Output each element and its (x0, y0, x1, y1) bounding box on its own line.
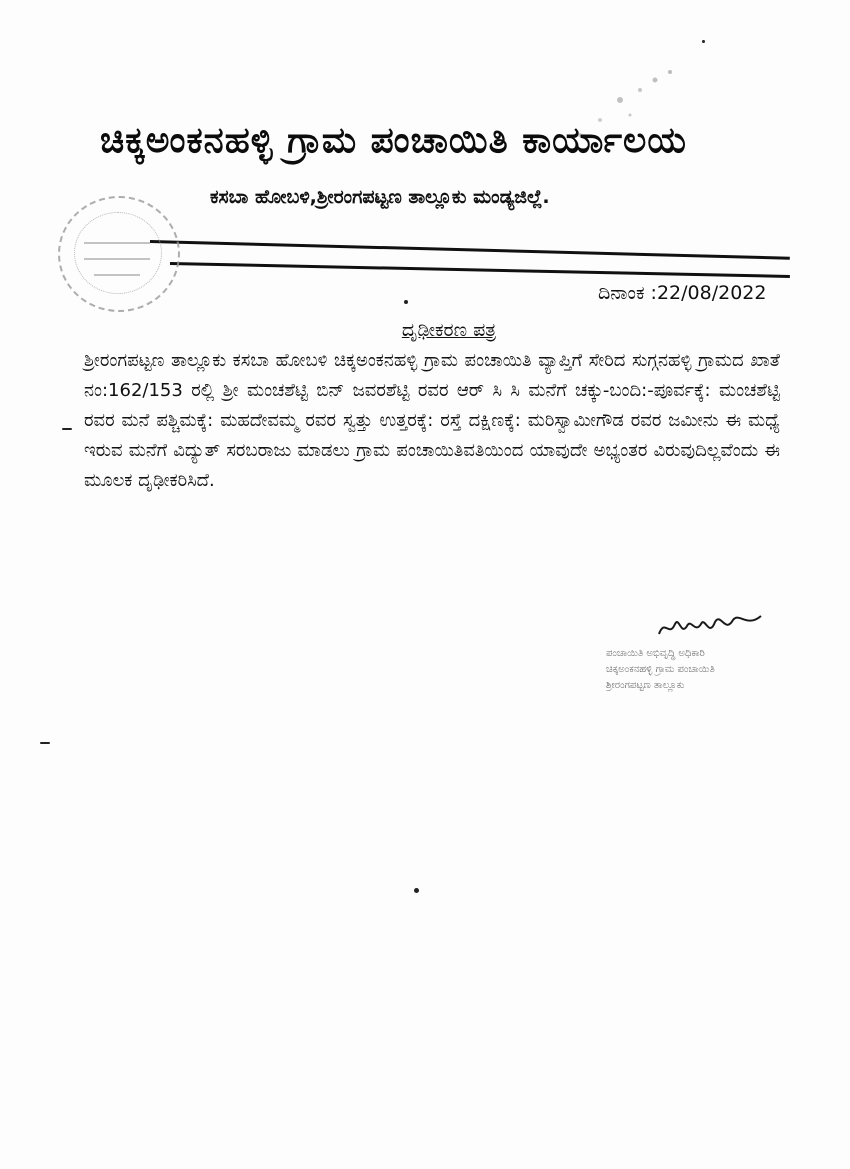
scan-speck (404, 300, 408, 304)
scan-speck (62, 428, 72, 430)
scan-speck (414, 888, 419, 893)
scan-speck (702, 40, 705, 43)
signature-stamp-line: ಶ್ರೀರಂಗಪಟ್ಟಣ ತಾಲ್ಲೂಕು (606, 680, 685, 691)
seal-line (84, 258, 150, 260)
signature-stamp-line: ಚಿಕ್ಕಅಂಕನಹಳ್ಳಿ ಗ್ರಾಮ ಪಂಚಾಯಿತಿ (606, 664, 715, 675)
document-subject: ದೃಢೀಕರಣ ಪತ್ರ (401, 319, 497, 341)
document-date: ದಿನಾಂಕ :22/08/2022 (598, 282, 767, 304)
office-address: ಕಸಬಾ ಹೋಬಳಿ,ಶ್ರೀರಂಗಪಟ್ಟಣ ತಾಲ್ಲೂಕು ಮಂಡ್ಯಜಿಲ್ಲೆ. (210, 186, 550, 208)
office-title: ಚಿಕ್ಕಅಂಕನಹಳ್ಳಿ ಗ್ರಾಮ ಪಂಚಾಯಿತಿ ಕಾರ್ಯಾಲಯ (100, 120, 687, 161)
signature-scribble (655, 608, 765, 644)
seal-line (94, 274, 140, 276)
scan-speck (40, 742, 50, 744)
seal-inner-ring (74, 212, 162, 294)
header-rule-top (150, 240, 790, 260)
signature-stamp-line: ಪಂಚಾಯಿತಿ ಅಭಿವೃದ್ಧಿ ಅಧಿಕಾರಿ (606, 648, 705, 659)
header-rule-bottom (170, 262, 790, 278)
signature-stamp (606, 646, 806, 694)
certificate-body: ಶ್ರೀರಂಗಪಟ್ಟಣ ತಾಲ್ಲೂಕು ಕಸಬಾ ಹೋಬಳಿ ಚಿಕ್ಕಅಂಕನಹಳ್ಳಿ ಗ್ರಾಮ ಪಂಚಾಯಿತಿ ವ್ಯಾಪ್ತಿಗೆ ಸೇರಿದ ಸುಗ್ಗನಹಳ್ಳಿ ಗ್ರಾಮದ ಖಾತೆ ನಂ:162/153 ರಲ್ಲಿ ಶ್ರೀ ಮಂಚಶೆಟ್ಟಿ ಬಿನ್ ಜವರಶೆಟ್ಟಿ ರವರ ಆರ್ ಸಿ ಸಿ ಮನೆಗೆ ಚಕ್ಕು-ಬಂದಿ:-ಪೂರ್ವಕ್ಕೆ: ಮಂಚಶೆಟ್ಟಿ ರವರ ಮನೆ ಪಶ್ಚಿಮಕ್ಕೆ: ಮಹದೇವಮ್ಮ ರವರ ಸ್ವತ್ತು ಉತ್ತರಕ್ಕೆ: ರಸ್ತೆ ದಕ್ಷಿಣಕ್ಕೆ: ಮರಿಸ್ವಾಮೀಗೌಡ ರವರ ಜಮೀನು ಈ ಮಧ್ಯೆ ಇರುವ ಮನೆಗೆ ವಿದ್ಯುತ್ ಸರಬರಾಜು ಮಾಡಲು ಗ್ರಾಮ ಪಂಚಾಯಿತಿವತಿಯಿಂದ ಯಾವುದೇ ಅಭ್ಯಂತರ ವಿರುವುದಿಲ್ಲವೆಂದು ಈ ಮೂಲಕ ದೃಢೀಕರಿಸಿದೆ. (84, 350, 780, 491)
office-seal (58, 196, 180, 312)
seal-line (84, 242, 150, 244)
